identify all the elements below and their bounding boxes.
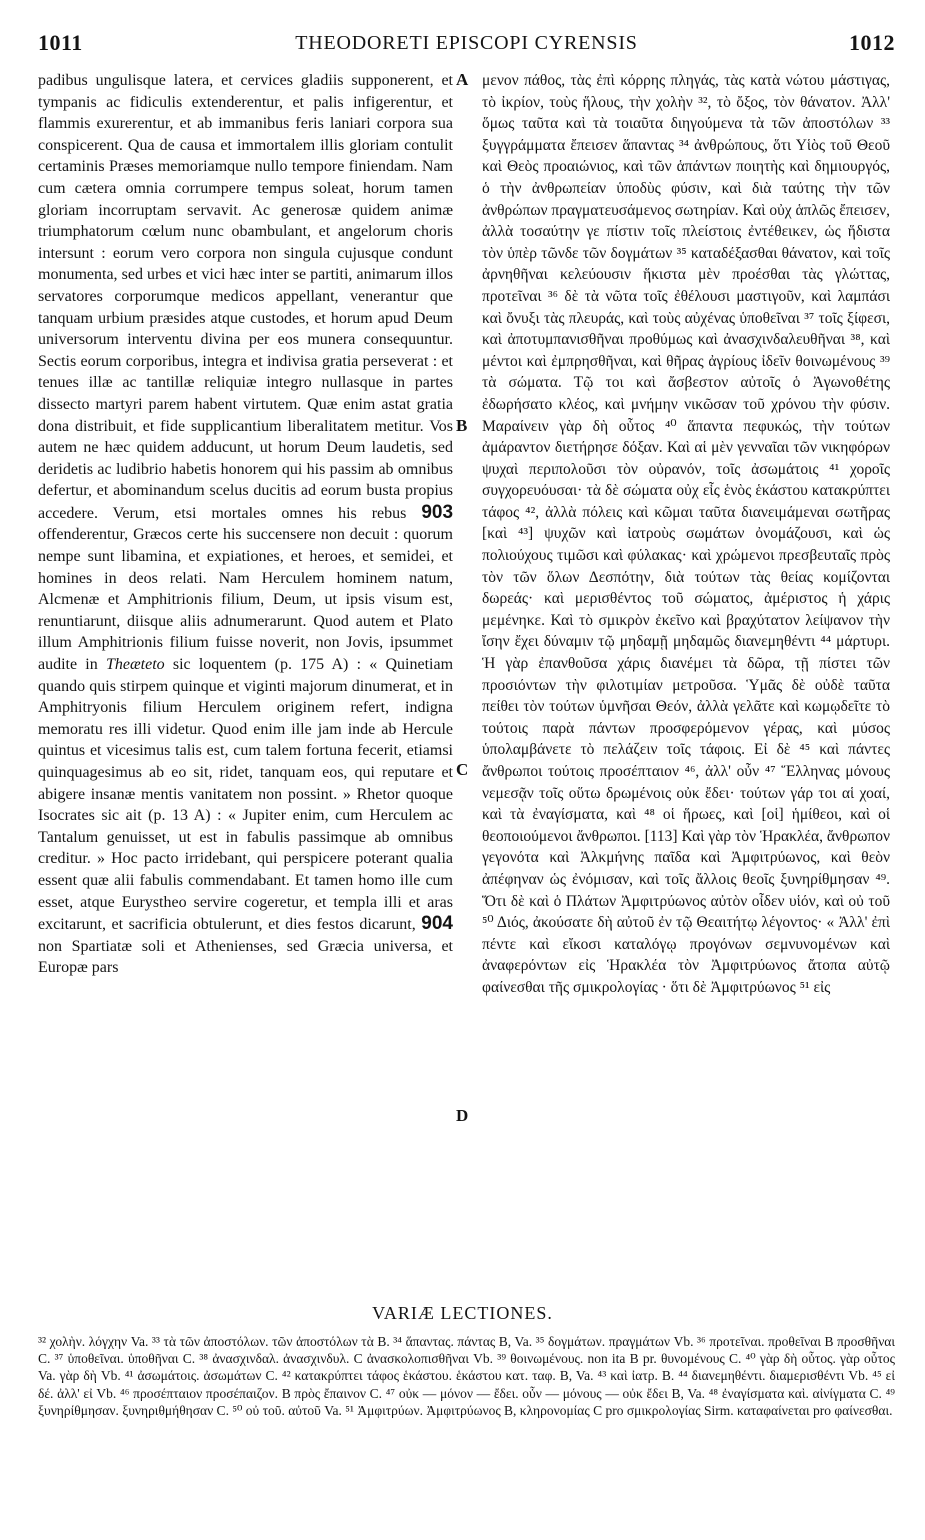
variae-lectiones-heading: VARIÆ LECTIONES. [372, 1303, 553, 1323]
latin-italic-title: Theæteto [105, 656, 165, 674]
running-title: THEODORETI EPISCOPI CYRENSIS [295, 32, 638, 54]
variae-lectiones-notes: ³² χολὴν. λόγχην Va. ³³ τὰ τῶν ἀποστόλων. τῶν ἀποστόλων τὰ B. ³⁴ ἅπαντας. πάντας B, Va. ³⁵ δογμάτων. πραγμάτων Vb. ³⁶ προτεῖναι. προθεῖναι B προσθῆναι C. ³⁷ ὑποθεῖναι. ὑποθῆναι C. ³⁸ ἀνασχινδαλ. ἀνασχινδυλ. C ἀνασκολοπισθῆναι Vb. ³⁹ θοινωμένους. non ita B pr. θυνομένους C. ⁴⁰ γὰρ δὴ οὗτος. γὰρ οὗτος Va. γὰρ δὴ Vb. ⁴¹ ἀσωμάτοις. ἀσωμάτων C. ⁴² κατακρύπτει τάφος ἑκάστου. ἑκάστου κατ. ταφ. B, Va. ⁴³ καὶ ἰατρ. B. ⁴⁴ διανεμηθέντι. διαμερισθέντι Vb. ⁴⁵ εἰ δέ. ἀλλ' εἰ Vb. ⁴⁶ προσέπταιον προσέπαιζον. B πρὸς ἔπαινον C. ⁴⁷ οὐκ — μόνον — ἔδει. οὖν — μόνους — οὐκ ἔδει B, Va. ⁴⁸ ἐναγίσματα καὶ. αἰνίγματα C. ⁴⁹ ξυνηρίθμησαν. ξυνηριθμήθησαν C. ⁵⁰ οὐ τοῦ. αὐτοῦ Va. ⁵¹ Ἀμφιτρύων. Ἀμφιτρύωνος B, κληρονομίας C pro σμικρολογίας Sirm. καταφαίνεται pro φαίνεσθαι. [38, 1334, 895, 1418]
latin-text-3: sic loquentem (p. 175 A) : « Quinetiam quando quis stirpem quinque et viginti majorum dinumerat, et in Amphitryonis filium Herculem originem refert, indigna memoratu res illi videtur. Quod enim ille jam inde ab Hercule quintus et vicesimus talis est, cum talem fortuna fecerit, etiamsi quinquagesimus ab eo sit, ridet, tanquam eos, qui reputare et abigere insanæ mentis vanitatem non possint. » Rhetor quoque Isocrates sic ait (p. 13 A) : « Jupiter enim, cum Herculem ac Tantalum genuisset, ut est in fabulis passimque ab omnibus creditur. » Hoc pacto irridebant, qui perspicere poterant qualia essent quæ alii fabulis commendabant. Et tamen homo ille cum esset, atque Eurystheo servire cogeretur, et templa illi et aras excitarunt, et sacrificia obtulerunt, et dies festos dicarunt, [38, 656, 453, 934]
migne-page-number: 903 [421, 501, 453, 523]
page-number-right: 1012 [849, 30, 895, 55]
latin-text-2: offenderentur, Græcos certe his succensere non decuit : quorum nempe sunt libamina, et expiationes, et heroes, et semidei, et homines in deos relati. Nam Herculem hominem natum, Alcmenæ et Amphitrionis filium, Deum, ut ipsis visum est, renuntiarunt, diisque aliis adnumerarunt. Quod autem et Plato illum Amphitrionis filium fuisse noverit, non Jovis, ipsummet audite in [38, 526, 453, 674]
greek-column [482, 70, 890, 1295]
greek-text: μενον πάθος, τὰς ἐπὶ κόρρης πληγάς, τὰς κατὰ νώτου μάστιγας, τὸ ἰκρίον, τοὺς ἥλους, τὴν χολὴν ³², τὸ ὄξος, τὸν θάνατον. Ἀλλ' ὅμως ταῦτα καὶ τὰ τοιαῦτα διηγούμενα τὰ τῶν ἀποστόλων ³³ ξυγγράμματα ἔπεισεν ἅπαντας ³⁴ ἀνθρώπους, ὅτι Υἱὸς τοῦ Θεοῦ καὶ Θεὸς προαιώνιος, καὶ τῶν ἁπάντων ποιητὴς καὶ δημιουργός, ὁ τὴν ἀνθρωπείαν ὑποδὺς φύσιν, καὶ διὰ ταύτης τὴν τῶν ἀνθρώπων πραγματευσάμενος σωτηρίαν. Καὶ οὐχ ἁπλῶς ἔπεισεν, ἀλλὰ τοσαύτην γε πίστιν τοῖς πλείστοις ἐντέθεικεν, ὡς ἥδιστα τὸν ὑπὲρ τῶνδε τῶν δογμάτων ³⁵ καταδέξασθαι θάνατον, καὶ τοῖς ἀρνηθῆναι κελεύουσιν ἥκιστα μὲν προέσθαι τὰς γλώττας, προτεῖναι ³⁶ δὲ τὰ νῶτα τοῖς ἐθέλουσι μαστιγοῦν, καὶ λαμπάσι καὶ ὄνυξι τὰς πλευράς, καὶ τοὺς αὐχένας ὑποθεῖναι ³⁷ τοῖς ξίφεσι, καὶ ἀποτυμπανισθῆναι προθύμως καὶ ἀνασχινδαλευθῆναι ³⁸, καὶ μέντοι καὶ ἐμπρησθῆναι, καὶ θῆρας ἀγρίους ἰδεῖν θοινωμένους ³⁹ τὰ σώματα. Τῷ τοι καὶ ἄσβεστον αὐτοῖς ὁ Ἀγωνοθέτης ἐδωρήσατο κλέος, καὶ μνήμην νικῶσαν τοῦ χρόνου τὴν φύσιν. Μαραίνειν γὰρ δὴ οὗτος ⁴⁰ ἅπαντα πεφυκώς, τὴν τούτων ἀμάραντον διετήρησε δόξαν. Καὶ αἱ μὲν γενναῖαι τῶν νικηφόρων ψυχαὶ περιπολοῦσι τὸν οὐρανόν, τοῖς ἀσωμάτοις ⁴¹ χοροῖς συγχορευόυσαι· τὰ δὲ σώματα οὐχ εἷς ἑνὸς ἑκάστου κατακρύπτει τάφος ⁴², ἀλλὰ πόλεις καὶ κῶμαι ταῦτα διανειμάμεναι σωτῆρας [καὶ ⁴³] ψυχῶν καὶ ἰατροὺς σωμάτων ὀνομάζουσι, καὶ ὡς πολιούχους τιμῶσι καὶ φύλακας· καὶ χρώμενοι πρεσβευταῖς πρὸς τὸν τῶν ὅλων Δεσπότην, διὰ τούτων τὰς θείας κομίζονται δωρεάς· καὶ μερισθέντος τοῦ σώματος, ἀμέριστος ἡ χάρις μεμένηκε. Καὶ τὸ σμικρὸν ἐκεῖνο καὶ βραχύτατον λείψανον τὴν ἴσην ἔχει δύναμιν τῷ μηδαμῇ μηδαμῶς διανεμηθέντι ⁴⁴ μάρτυρι. Ἡ γὰρ ἐπανθοῦσα χάρις διανέμει τὰ δῶρα, τῇ πίστει τῶν προσιόντων τὴν φιλοτιμίαν μετροῦσα. Ὑμᾶς δὲ οὐδὲ ταῦτα πείθει τὸν τούτων ὑμνῆσαι Θεόν, ἀλλὰ γελᾶτε καὶ κωμῳδεῖτε τὸ τούτοις παρὰ πάντων προσφερόμενον γέρας, καὶ μύσος ὑπολαμβάνετε τὸ πελάζειν τοῖς τάφοις. Εἰ δὲ ⁴⁵ καὶ πάντες ἄνθρωποι τούτοις προσέπταιον ⁴⁶, ἀλλ' οὖν ⁴⁷ Ἕλληνας μόνους νεμεσᾷν τοῖς οὕτω δρωμένοις οὐκ ἔδει· τούτων γάρ τοι αἱ χοαί, καὶ τὰ ἐναγίσματα, καὶ ⁴⁸ οἱ ἥρωες, καὶ [οἱ] ἡμίθεοι, καὶ οἱ θεοποιούμενοι ἄνθρωποι. [113] Καὶ γὰρ τὸν Ἡρακλέα, ἄνθρωπον γεγονότα καὶ Ἀλκμήνης παῖδα καὶ Ἀμφιτρύωνος, καὶ θεὸν ἀπέφηναν ὡς ἐνόμισαν, καὶ τοῖς ἄλλοις θεοῖς ξυνηρίθμησαν ⁴⁹. Ὅτι δὲ καὶ ὁ Πλάτων Ἀμφιτρύωνος αὐτὸν οἶδεν υἱόν, καὶ οὐ τοῦ ⁵⁰ Διός, ἀκούσατε δὴ αὐτοῦ ἐν τῷ Θεαιτήτῳ λέγοντος· « Ἀλλ' ἐπὶ πέντε καὶ εἴκοσι καταλόγῳ προγόνων σεμνυνομένων καὶ ἀναφερόντων εἰς Ἡρακλέα τὸν Ἀμφιτρύωνος ἄτοπα αὐτῷ φαίνεσθαι τῆς σμικρολογίας · ὅτι δὲ Ἀμφιτρύωνος ⁵¹ εἰς [482, 72, 890, 996]
latin-column [38, 70, 453, 1295]
page-header [38, 26, 895, 66]
page-number-left: 1011 [38, 30, 83, 55]
margin-marker-a: A [456, 70, 469, 89]
margin-marker-b: B [456, 416, 468, 435]
migne-page-number: 904 [421, 913, 453, 935]
latin-text-1: padibus ungulisque latera, et cervices gladiis supponerent, et tympanis ac fidiculis extenderentur, et palis infigerentur, et flammis exurerentur, et ab immanibus feris laniari corpora sua conspicerent. Qua de causa et immortalem illis gloriam contulit certaminis Præses memoriamque nullo tempore finiendam. Nam cum cætera omnia corrumpere tempus soleat, horum tamen gloriam incorruptam servavit. Ac generosæ quidem animæ triumphatorum cœlum nunc obambulant, et angelorum choris intersunt : eorum vero corpora non singula cujusque condunt monumenta, sed urbes et vici hæc inter se partiti, animarum illos servatores corporumque medicos appellant, venerantur que tanquam urbium præsides atque custodes, et horum apud Deum universorum interventu divina per eos munera consequuntur. Sectis eorum corporibus, integra et indivisa gratia perseverat : et tenues illæ ac tantillæ reliquiæ integro nullasque in partes dissecto martyri parem habent virtutem. Quæ enim astat gratia dona distribuit, et fide supplicantium liberalitatem metitur. Vos autem ne hæc quidem adducunt, ut horum Deum laudetis, sed deridetis ac ludibrio habetis honorem qui his passim ab omnibus defertur, et abominandum scelus ducitis ad eorum busta propius accedere. Verum, etsi mortales omnes his rebus [38, 72, 453, 522]
margin-marker-c: C [456, 760, 469, 779]
latin-text-4: non Spartiatæ soli et Athenienses, sed Græcia universa, et Europæ pars [38, 937, 453, 977]
margin-marker-d: D [456, 1106, 469, 1125]
